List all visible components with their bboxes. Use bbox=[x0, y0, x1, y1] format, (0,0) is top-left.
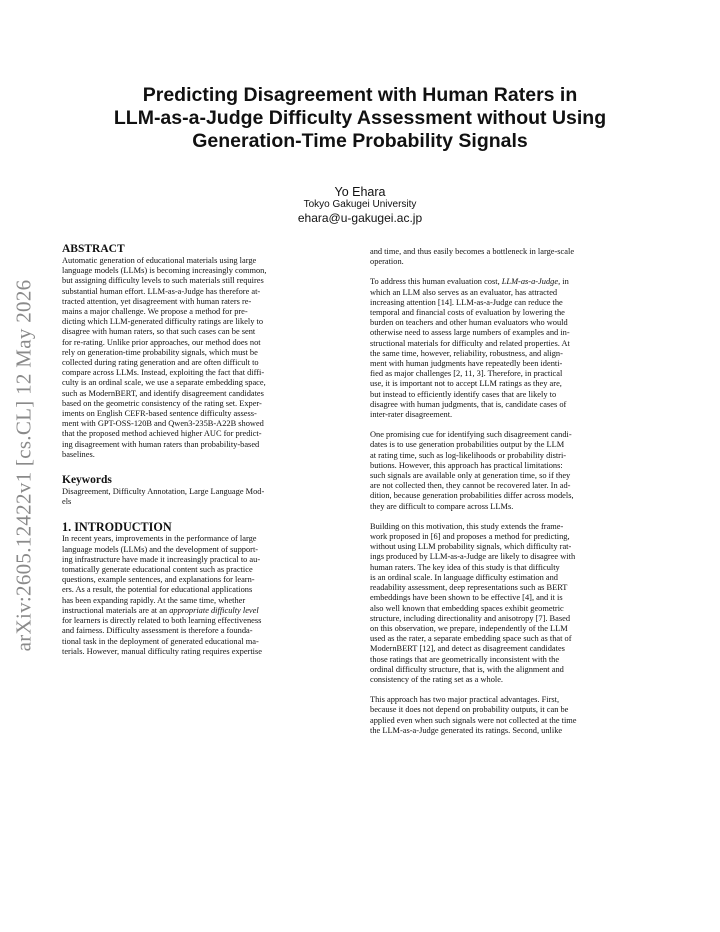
text-line: iments on English CEFR-based sentence difficulty assess- bbox=[62, 409, 257, 419]
abstract-body bbox=[62, 256, 348, 460]
text-line: baselines. bbox=[62, 449, 95, 459]
text-line: tional task in the deployment of generated educational ma- bbox=[62, 636, 259, 646]
text-line: structure, including directionality and anisotropy [7]. Based bbox=[370, 613, 571, 623]
text-line: for re-rating. Unlike prior approaches, our method does not bbox=[62, 337, 261, 347]
text-line: but instead to efficiently identify cases that are likely to bbox=[370, 389, 557, 399]
title-line: Generation-Time Probability Signals bbox=[192, 130, 528, 152]
text-line: butions. However, this approach has practical limitations: bbox=[370, 460, 563, 470]
text-line: readability assessment, deep representations such as BERT bbox=[370, 583, 568, 593]
text-line: In recent years, improvements in the performance of large bbox=[62, 534, 257, 544]
text-line: collected during rating generation and are often difficult to bbox=[62, 358, 259, 368]
text-line: applied even when such signals were not collected at the time bbox=[370, 715, 577, 725]
left-column bbox=[62, 243, 348, 657]
text-line: ordinal difficulty structure, that is, with the alignment and bbox=[370, 664, 564, 674]
text-line: inter-rater disagreement. bbox=[370, 410, 453, 420]
text-line: Building on this motivation, this study extends the frame- bbox=[370, 521, 564, 531]
text-line: and time, and thus easily becomes a bottleneck in large-scale bbox=[370, 247, 575, 256]
text-line: those ratings that are geometrically inconsistent with the bbox=[370, 654, 560, 664]
text-line: This approach has two major practical advantages. First, bbox=[370, 695, 560, 705]
text-line: Automatic generation of educational materials using large bbox=[62, 256, 257, 265]
right-column bbox=[370, 247, 657, 736]
text-line: such signals are available only at generation time, so if they bbox=[370, 471, 571, 481]
introduction-heading: 1. INTRODUCTION bbox=[62, 520, 172, 535]
text-line: the same time, however, reliability, robustness, and align- bbox=[370, 348, 563, 358]
text-line: on this observation, we prepare, independently of the LLM bbox=[370, 623, 568, 633]
paragraph-llm-as-judge bbox=[370, 277, 657, 420]
text-line: ings produced by LLM-as-a-Judge are likely to disagree with bbox=[370, 552, 576, 562]
text-line: ModernBERT [12], and detect as disagreement candidates bbox=[370, 644, 565, 654]
text-line: used as the rater, a separate embedding space such as that of bbox=[370, 634, 572, 644]
text-line: To address this human evaluation cost, LLM-as-a-Judge, in bbox=[370, 277, 569, 287]
text-line: temporal and financial costs of evaluation by lowering the bbox=[370, 308, 565, 318]
text-line: mains a major challenge. We propose a method for pre- bbox=[62, 307, 248, 317]
text-line: consistency of the rating set as a whole. bbox=[370, 674, 504, 684]
text-line: language models (LLMs) is becoming increasingly common, bbox=[62, 266, 267, 276]
text-line: disagree with human raters, so that such cases can be sent bbox=[62, 327, 256, 337]
paragraph-advantages bbox=[370, 695, 657, 736]
text-line: burden on teachers and other human evaluators who would bbox=[370, 318, 568, 328]
text-line: increasing attention [14]. LLM-as-a-Judge can reduce the bbox=[370, 297, 563, 307]
text-line: compare across LLMs. Instead, exploiting the fact that diffi- bbox=[62, 368, 265, 378]
text-line: ment with GPT-OSS-120B and Qwen3-235B-A22B showed bbox=[62, 419, 264, 429]
text-line: substantial human effort. LLM-as-a-Judge has therefore at- bbox=[62, 286, 261, 296]
title-line: Predicting Disagreement with Human Raters in bbox=[142, 84, 578, 106]
text-line: and fairness. Difficulty assessment is therefore a founda- bbox=[62, 626, 253, 636]
text-line: instructional materials are at an appropriate difficulty level bbox=[62, 605, 259, 615]
text-line: use, it is important not to accept LLM ratings as they are, bbox=[370, 379, 562, 389]
text-line: Disagreement, Difficulty Annotation, Large Language Mod- bbox=[62, 487, 265, 497]
text-line: dates is to use generation probabilities output by the LLM bbox=[370, 440, 565, 450]
abstract-heading: ABSTRACT bbox=[62, 243, 125, 255]
text-line: els bbox=[62, 497, 72, 507]
text-line: ing infrastructure have made it increasingly practical to au- bbox=[62, 554, 261, 564]
author-affiliation: Tokyo Gakugei University bbox=[303, 199, 417, 210]
text-line: also well known that embedding spaces exhibit geometric bbox=[370, 603, 564, 613]
text-line: the LLM-as-a-Judge generated its ratings. Second, unlike bbox=[370, 725, 563, 735]
text-line: without using LLM probability signals, which difficulty rat- bbox=[370, 542, 572, 552]
text-line: for learners is directly related to both learning effectiveness bbox=[62, 616, 262, 626]
text-line: ers. As a result, the potential for educational applications bbox=[62, 585, 253, 595]
paragraph-probability-cue bbox=[370, 430, 657, 512]
author-block bbox=[160, 185, 560, 225]
text-line: tracted attention, yet disagreement with human raters re- bbox=[62, 296, 252, 306]
keywords-body bbox=[62, 487, 348, 507]
text-line: such as ModernBERT, and identify disagreement candidates bbox=[62, 388, 264, 398]
text-line: rely on generation-time probability signals, which must be bbox=[62, 347, 258, 357]
text-line: that the proposed method achieved higher AUC for predict- bbox=[62, 429, 262, 439]
text-line: operation. bbox=[370, 257, 404, 267]
text-line: One promising cue for identifying such disagreement candi- bbox=[370, 430, 572, 440]
text-line: is an ordinal scale. In language difficulty estimation and bbox=[370, 572, 558, 582]
text-line: ment with human judgments have repeatedly been identi- bbox=[370, 359, 563, 369]
text-line: has been expanding rapidly. At the same time, whether bbox=[62, 595, 246, 605]
text-line: culty is an ordinal scale, we use a separate embedding space, bbox=[62, 378, 266, 388]
text-line: human raters. The key idea of this study is that difficulty bbox=[370, 562, 560, 572]
italic-term: appropriate difficulty level bbox=[169, 605, 259, 615]
text-line: dition, because generation probabilities differ across models, bbox=[370, 491, 574, 501]
text-line: disagree with human judgments, that is, candidate cases of bbox=[370, 399, 567, 409]
arxiv-identifier: arXiv:2605.12422v1 [cs.CL] 12 May 2026 bbox=[11, 279, 36, 651]
text-line: are not collected then, they cannot be recovered later. In ad- bbox=[370, 481, 571, 491]
arxiv-sidebar-stamp bbox=[4, 279, 44, 651]
text-line: embeddings have been shown to be effective [4], and it is bbox=[370, 593, 563, 603]
title-line: LLM-as-a-Judge Difficulty Assessment without Using bbox=[113, 107, 607, 129]
text-line: tomatically generate educational content such as practice bbox=[62, 565, 253, 575]
text-line: they are difficult to compare across LLMs. bbox=[370, 501, 514, 511]
author-name: Yo Ehara bbox=[334, 185, 386, 199]
text-line: terials. However, manual difficulty rating requires expertise bbox=[62, 646, 262, 656]
author-email[interactable]: ehara@u-gakugei.ac.jp bbox=[297, 211, 423, 225]
text-line: ing disagreement with human raters than probability-based bbox=[62, 439, 260, 449]
text-line: language models (LLMs) and the development of support- bbox=[62, 544, 259, 554]
introduction-body bbox=[62, 534, 348, 656]
paragraph-method-overview bbox=[370, 522, 657, 685]
text-line: work proposed in [6] and proposes a method for predicting, bbox=[370, 532, 570, 542]
text-line: at rating time, such as log-likelihoods or probability distri- bbox=[370, 450, 567, 460]
keywords-heading: Keywords bbox=[62, 474, 112, 487]
italic-term: LLM-as-a-Judge bbox=[501, 277, 559, 287]
text-line: which an LLM also serves as an evaluator, has attracted bbox=[370, 287, 558, 297]
text-line: fied as major challenges [2, 11, 3]. Therefore, in practical bbox=[370, 369, 563, 379]
text-line: based on the geometric consistency of the rating set. Exper- bbox=[62, 398, 262, 408]
text-line: questions, example sentences, and explanations for learn- bbox=[62, 575, 255, 585]
text-line: but assigning difficulty levels to such materials still requires bbox=[62, 276, 264, 286]
paper-title bbox=[60, 84, 660, 153]
text-line: structional materials for difficulty and related properties. At bbox=[370, 338, 570, 348]
text-line: dicting which LLM-generated difficulty ratings are likely to bbox=[62, 317, 264, 327]
paragraph-continuation bbox=[370, 247, 657, 267]
text-line: because it does not depend on probability outputs, it can be bbox=[370, 705, 569, 715]
text-line: otherwise need to assess large numbers of examples and in- bbox=[370, 328, 570, 338]
